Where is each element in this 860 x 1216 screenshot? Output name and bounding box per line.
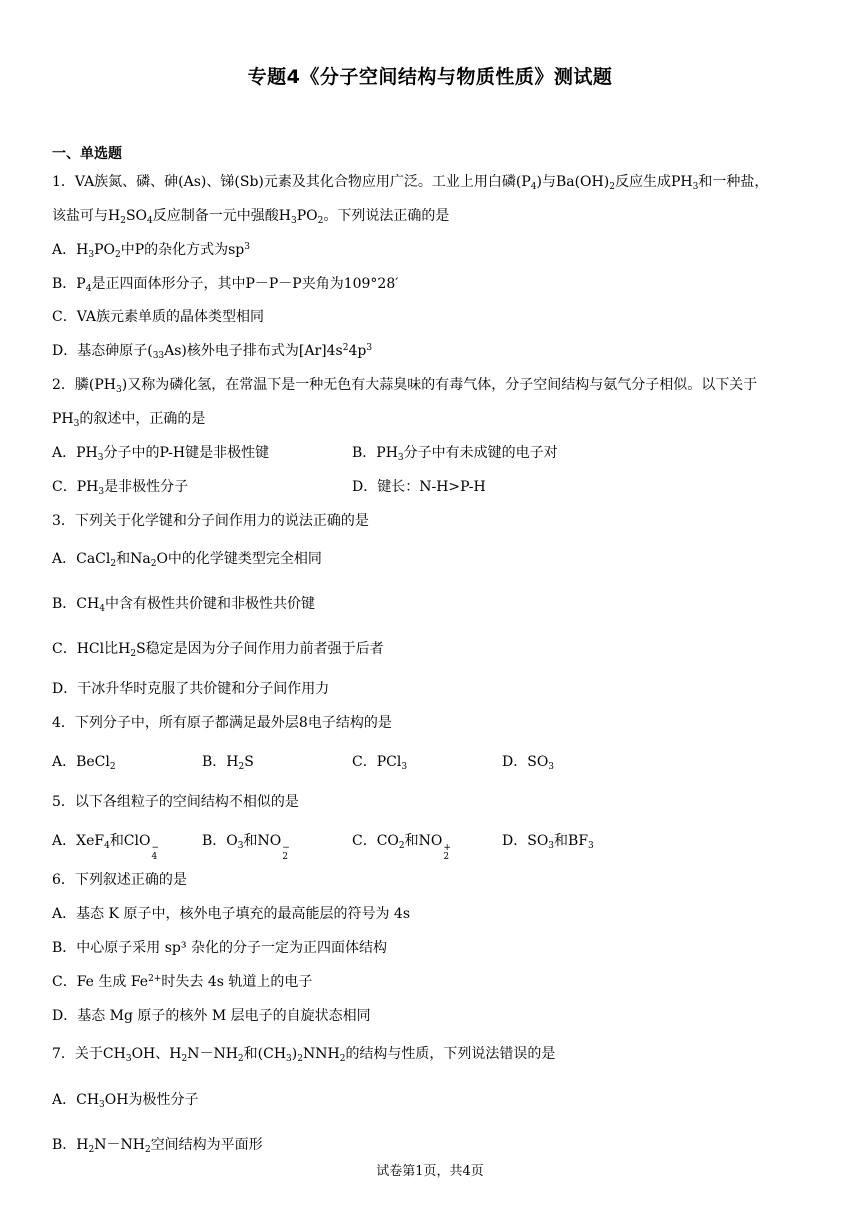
q4-option-a: A．BeCl$_2$ (52, 754, 116, 772)
q4-option-d: D．$SO_3$ (502, 754, 555, 772)
q7-option-a: A．$CH_3OH$为极性分子 (52, 1092, 199, 1110)
question-2-stem-line-2: $PH_3$的叙述中，正确的是 (52, 411, 206, 429)
q1-option-b: B．$P_4$是正四面体形分子，其中P－P－P夹角为109°28′ (52, 276, 399, 294)
q4-option-c: C．PCl$_3$ (352, 754, 408, 772)
q3-option-c: C．HCl比$H_2S$稳定是因为分子间作用力前者强于后者 (52, 641, 384, 659)
q3-option-b: B．$CH_4$中含有极性共价键和非极性共价键 (52, 596, 315, 614)
q1-option-c: C．VA族元素单质的晶体类型相同 (52, 309, 264, 325)
q3-option-a: A．CaCl$_2$和$Na_2O$中的化学键类型完全相同 (52, 551, 322, 569)
q2-option-a: A．$PH_3$分子中的P-H键是非极性键 (52, 445, 270, 463)
q5-option-c: C．$CO_2$和NO + 2 (352, 833, 451, 862)
q6-option-d: D．基态 Mg 原子的核外 M 层电子的自旋状态相同 (52, 1008, 371, 1024)
section-heading: 一、单选题 (52, 146, 122, 162)
question-1-stem-line-2: 该盐可与$H_2SO_4$反应制备一元中强酸$H_3PO_2$。下列说法正确的是 (52, 208, 450, 226)
q6-option-c: C．Fe 生成 $Fe^{2+}$时失去 4s 轨道上的电子 (52, 974, 313, 990)
q5-option-d: D．$SO_3$和$BF_3$ (502, 833, 594, 851)
question-7-stem: 7．关于$CH_3OH$、$H_2N-NH_2$和$(CH_3)_2NNH_2$的结构与性质，下列说法错误的是 (52, 1046, 556, 1064)
q2-option-c: C．$PH_3$是非极性分子 (52, 479, 189, 497)
q5-option-a: A．XeF$_4$和ClO − 4 (52, 833, 160, 862)
q1-option-d: D．基态砷原子$(_{33}As)$核外电子排布式为$[Ar]4s^24p^3$ (52, 343, 373, 361)
q2-option-b: B．$PH_3$分子中有未成键的电子对 (352, 445, 558, 463)
question-2-stem-line-1: 2．膦$(PH_3)$又称为磷化氢，在常温下是一种无色有大蒜臭味的有毒气体，分子空间结构与氨气分子相似。以下关于 (52, 377, 758, 395)
page-footer: 试卷第1页，共4页 (376, 1164, 484, 1179)
q7-option-b: B．$H_2N-NH_2$空间结构为平面形 (52, 1137, 263, 1155)
question-1-stem-line-1: 1．VA族氮、磷、砷(As)、锑(Sb)元素及其化合物应用广泛。工业上用白磷$(P_4)$与$Ba(OH)_2$反应生成$PH_3$和一种盐， (52, 174, 769, 192)
q1-option-a: A．$H_3PO_2$中P的杂化方式为$sp^3$ (52, 242, 251, 260)
q6-option-a: A．基态 K 原子中，核外电子填充的最高能层的符号为 4s (52, 906, 411, 922)
question-4-stem: 4．下列分子中，所有原子都满足最外层8电子结构的是 (52, 715, 392, 731)
q6-option-b: B．中心原子采用 sp³ 杂化的分子一定为正四面体结构 (52, 940, 387, 956)
question-6-stem: 6．下列叙述正确的是 (52, 872, 187, 888)
q3-option-d: D．干冰升华时克服了共价键和分子间作用力 (52, 681, 330, 697)
question-3-stem: 3．下列关于化学键和分子间作用力的说法正确的是 (52, 513, 369, 529)
q5-option-b: B．$O_3$和NO − 2 (202, 833, 290, 862)
q2-option-d: D．键长：N-H>P-H (352, 479, 486, 495)
q4-option-b: B．$H_2S$ (202, 754, 254, 772)
page-title: 专题4《分子空间结构与物质性质》测试题 (247, 66, 613, 88)
question-5-stem: 5．以下各组粒子的空间结构不相似的是 (52, 794, 299, 810)
